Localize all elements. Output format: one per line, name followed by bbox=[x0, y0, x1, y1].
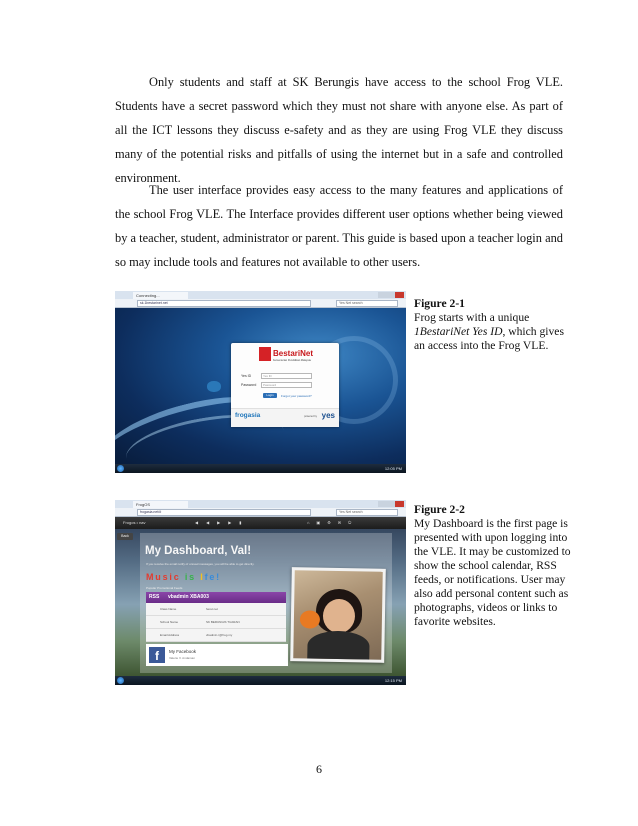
figure-2-2-title: Figure 2-2 bbox=[414, 503, 465, 516]
paragraph-1-text: Only students and staff at SK Berungis have access to the school Frog VLE. Students have a secret password which they must not share with anyone else. As part of all the ICT lessons they discuss e-safety and as they are using Frog VLE they discuss many of the potential risks and pitfalls of using the internet but in a safe and controlled environment. bbox=[115, 75, 563, 185]
figure-2-1-caption-part-2: , which gives an access into the Frog VLE. bbox=[414, 325, 564, 352]
browser-tab-bar bbox=[115, 500, 406, 508]
facebook-widget bbox=[146, 644, 288, 666]
dashboard-subtitle: If you receive the email notify of unread messages, you will be able to get directly. bbox=[146, 562, 255, 566]
browser-address-bar bbox=[115, 299, 406, 308]
login-footer bbox=[231, 408, 339, 427]
toolbar-right-icons: ⌂▣⚙✉⏻ bbox=[307, 520, 359, 525]
bestarinet-logo-text: BestariNet bbox=[273, 349, 314, 358]
dashboard-title: My Dashboard, Val! bbox=[145, 545, 252, 557]
bestarinet-logo-icon bbox=[259, 347, 271, 361]
password-input: Password bbox=[261, 382, 312, 388]
figure-2-1-caption bbox=[414, 297, 574, 353]
info-row bbox=[146, 603, 286, 616]
photo-toy bbox=[300, 610, 320, 628]
browser-search-box: Yes Net search bbox=[336, 509, 398, 516]
figure-2-1-screenshot bbox=[115, 291, 406, 473]
rss-header bbox=[146, 592, 286, 603]
figure-2-1-caption-italic: 1BestariNet Yes ID bbox=[414, 325, 503, 338]
info-row bbox=[146, 629, 286, 642]
music-word-4: fe! bbox=[204, 572, 221, 582]
info-value: vbadmin.r@frog.my bbox=[206, 633, 233, 637]
photo-image bbox=[293, 570, 383, 660]
music-word-1: Music bbox=[146, 572, 181, 582]
paragraph-1 bbox=[115, 70, 563, 190]
login-dialog bbox=[231, 343, 339, 427]
back-button: Back bbox=[117, 533, 133, 540]
browser-tab: FrogOS bbox=[133, 501, 188, 508]
yesid-label: Yes ID bbox=[241, 373, 252, 378]
taskbar-clock: 12:15 PM bbox=[384, 678, 402, 683]
window-buttons bbox=[378, 501, 404, 507]
forgot-password-link: Forgot your password? bbox=[281, 394, 312, 398]
browser-address-bar bbox=[115, 508, 406, 517]
browser-search-box: Yes Net search bbox=[336, 300, 398, 307]
address-url: sk.1bestarinet.net bbox=[137, 300, 311, 307]
figure-2-1-caption-part-1: Frog starts with a unique bbox=[414, 311, 530, 324]
browser-tab: Connecting... bbox=[133, 292, 188, 299]
login-button: Login bbox=[263, 393, 277, 398]
info-key: School Name bbox=[160, 620, 179, 624]
start-button-icon bbox=[117, 677, 124, 684]
windows-taskbar bbox=[115, 676, 406, 685]
photo-body bbox=[307, 630, 370, 659]
window-buttons bbox=[378, 292, 404, 298]
frog-toolbar bbox=[115, 517, 406, 529]
address-url: frogasia.net/# bbox=[137, 509, 311, 516]
figure-2-1-title: Figure 2-1 bbox=[414, 297, 465, 310]
figure-2-2-caption-text: My Dashboard is the first page is presented with upon logging into the VLE. It may be customized to show the school calendar, RSS feeds, or notifications. User may also add personal content such as photographs, videos or links to favorite websites. bbox=[414, 517, 571, 628]
paragraph-2-text: The user interface provides easy access to the many features and applications of the school Frog VLE. The Interface provides different user options whether being viewed by a teacher, student, administrator or parent. This guide is based upon a teacher login and so may include tools and features not available to other users. bbox=[115, 183, 563, 269]
facebook-title: My Facebook bbox=[169, 649, 197, 654]
browser-tab-bar bbox=[115, 291, 406, 299]
bestarinet-logo-subtitle: Kementerian Pendidikan Malaysia bbox=[273, 359, 311, 362]
frogasia-logo: frogasia bbox=[235, 412, 261, 419]
paragraph-2 bbox=[115, 178, 563, 274]
info-value: SK BERUNGIS TUARAN bbox=[206, 620, 240, 624]
rss-user: vbadmin XBA003 bbox=[168, 594, 209, 600]
windows-taskbar bbox=[115, 464, 406, 473]
facebook-subtitle: Valerie V. Andaman bbox=[169, 656, 196, 660]
frog-logo-icon bbox=[207, 381, 221, 392]
rss-icon: RSS bbox=[149, 594, 160, 600]
yes-logo: yes bbox=[321, 411, 335, 420]
music-word-2: is bbox=[184, 572, 196, 582]
music-word-3: l bbox=[200, 572, 205, 582]
yesid-input: Yes ID bbox=[261, 373, 312, 379]
info-key: Email Address bbox=[160, 633, 180, 637]
info-key: Class Name bbox=[160, 607, 177, 611]
toolbar-media-icons: ◀◀▶▶▮ bbox=[195, 520, 250, 525]
facebook-icon: f bbox=[149, 647, 165, 663]
toolbar-left-text: Frogos • nav bbox=[123, 520, 146, 525]
music-is-life-banner bbox=[146, 572, 221, 582]
start-button-icon bbox=[117, 465, 124, 472]
password-row bbox=[241, 382, 312, 388]
taskbar-clock: 12:05 PM bbox=[384, 466, 402, 471]
info-value: heret.net bbox=[206, 607, 218, 611]
page-number: 6 bbox=[316, 762, 322, 776]
figure-2-2-screenshot bbox=[115, 500, 406, 685]
figure-2-2-caption bbox=[414, 503, 574, 629]
user-info-table bbox=[146, 603, 286, 641]
powered-by-text: powered by bbox=[304, 415, 317, 418]
personal-photo bbox=[290, 567, 386, 663]
info-row bbox=[146, 616, 286, 629]
yesid-row bbox=[241, 373, 312, 379]
password-label: Password bbox=[241, 382, 257, 387]
rss-section-label: Popular Promotional Feeds bbox=[146, 586, 183, 590]
